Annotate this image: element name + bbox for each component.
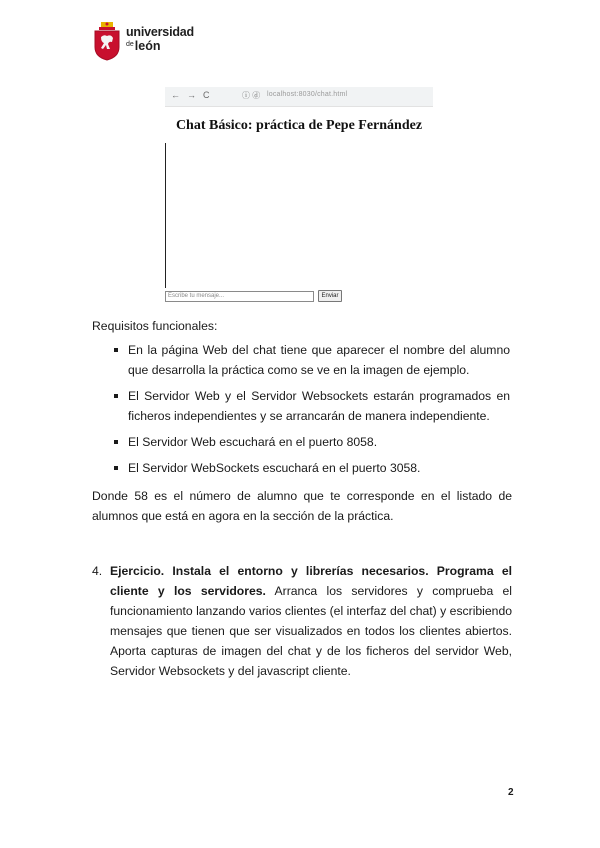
logo-text-leon (126, 40, 194, 53)
exercise-4 (92, 561, 512, 681)
list-item-text: El Servidor WebSockets escuchará en el puerto 3058. (128, 461, 421, 475)
list-item-text: El Servidor Web escuchará en el puerto 8058. (128, 435, 378, 449)
list-item (110, 432, 510, 452)
exercise-bold-text: Ejercicio. Instala el entorno y librerías necesarios. Programa el cliente y los servidores. (110, 564, 512, 598)
chat-screenshot (165, 87, 433, 302)
logo-text-universidad: universidad (126, 25, 194, 39)
chat-title: Chat Básico: práctica de Pepe Fernández (175, 118, 423, 133)
chat-messages-area (165, 143, 316, 288)
exercise-number: 4. (92, 564, 103, 578)
address-bar[interactable]: localhost:8030/chat.html (267, 91, 348, 98)
exercise-text: Arranca los servidores y comprueba el funcionamiento lanzando varios clientes (el interfaz del chat) y escribiendo mensajes que tienen que ser visualizados en todos los clientes abiertos. Aporta capturas de imagen del chat y de los ficheros del servidor Web, Servidor Websockets y del javascript cliente. (110, 584, 512, 678)
list-item-text: El Servidor Web y el Servidor Websockets estarán programados en ficheros independientes y se arrancarán de manera independiente. (128, 389, 510, 423)
requirements-heading: Requisitos funcionales: (92, 319, 218, 333)
university-logo (92, 21, 194, 61)
list-item (110, 458, 510, 478)
send-button[interactable]: Enviar (318, 290, 342, 302)
bullet-icon (114, 394, 118, 398)
reload-icon[interactable]: C (203, 90, 210, 100)
logo-text-de: de (126, 40, 134, 48)
exercise-body (110, 561, 512, 681)
forward-arrow-icon[interactable]: → (187, 90, 196, 100)
back-arrow-icon[interactable]: ← (171, 90, 180, 100)
bullet-icon (114, 466, 118, 470)
message-input[interactable]: Escribe tu mensaje... (165, 291, 314, 302)
list-item (110, 340, 510, 380)
bullet-icon (114, 440, 118, 444)
browser-toolbar (165, 87, 433, 107)
list-item-text: En la página Web del chat tiene que aparecer el nombre del alumno que desarrolla la práctica como se ve en la imagen de ejemplo. (128, 343, 510, 377)
site-info-icon[interactable]: ⓘ ⓓ (242, 91, 261, 100)
bullet-icon (114, 348, 118, 352)
page-number: 2 (508, 787, 514, 798)
list-item (110, 386, 510, 426)
university-crest-icon (92, 21, 122, 61)
logo-text-leon-word: león (134, 38, 161, 53)
student-number-note: Donde 58 es el número de alumno que te corresponde en el listado de alumnos que está en agora en la sección de la práctica. (92, 489, 512, 523)
requirements-list (110, 340, 510, 484)
